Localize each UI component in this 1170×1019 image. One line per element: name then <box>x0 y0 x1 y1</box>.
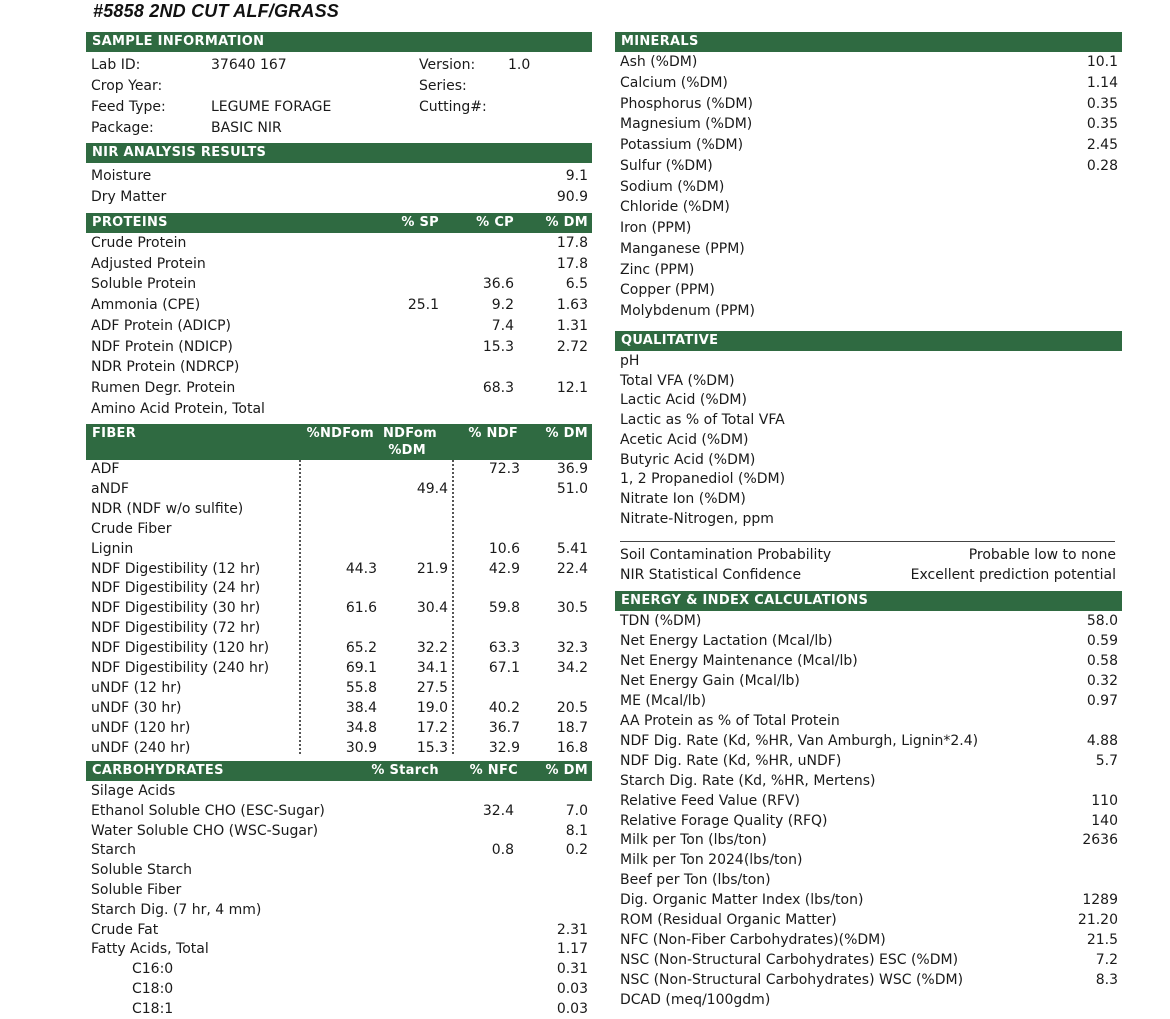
carbohydrate-label: Silage Acids <box>91 783 176 799</box>
protein-row <box>86 254 592 274</box>
assessment-value: Excellent prediction potential <box>910 567 1116 583</box>
fiber-row <box>86 618 592 638</box>
protein-label: NDF Protein (NDICP) <box>91 338 233 355</box>
proteins-header <box>86 213 592 233</box>
qualitative-row <box>615 430 1122 450</box>
energy-value: 110 <box>1091 792 1118 809</box>
energy-index-header <box>615 591 1122 611</box>
fiber-row <box>86 698 592 718</box>
mineral-value: 10.1 <box>1086 54 1118 70</box>
sample-key: Lab ID: <box>91 57 141 73</box>
energy-label: NDF Dig. Rate (Kd, %HR, Van Amburgh, Lignin*2.4) <box>620 732 979 749</box>
mineral-label: Ash (%DM) <box>620 54 698 70</box>
fiber-ndfom-pct: 44.3 <box>345 560 377 577</box>
energy-label: AA Protein as % of Total Protein <box>620 712 840 729</box>
fiber-ndf: 42.9 <box>488 560 520 577</box>
sample-info-row <box>86 55 592 75</box>
carbohydrate-label: Fatty Acids, Total <box>91 941 209 958</box>
qualitative-label: Nitrate Ion (%DM) <box>620 490 746 507</box>
fiber-row <box>86 519 592 539</box>
fiber-label: NDF Digestibility (120 hr) <box>91 640 270 657</box>
sample-key: Package: <box>91 120 154 136</box>
carbs-col-starch: % Starch <box>371 763 439 778</box>
qualitative-row <box>615 371 1122 391</box>
energy-value: 0.97 <box>1086 692 1118 709</box>
energy-value: 7.2 <box>1095 952 1118 969</box>
fiber-ndfom-dm: 15.3 <box>416 739 448 756</box>
protein-label: Amino Acid Protein, Total <box>91 400 265 417</box>
carbohydrate-label: C18:1 <box>132 1000 174 1017</box>
mineral-row <box>615 260 1122 280</box>
energy-row <box>615 811 1122 831</box>
mineral-row <box>615 280 1122 300</box>
carbohydrate-dm: 8.1 <box>565 822 588 839</box>
nir-label: Dry Matter <box>91 189 167 205</box>
nir-analysis-header <box>86 143 592 163</box>
fiber-ndf: 67.1 <box>488 660 520 676</box>
sample-info-row <box>86 76 592 96</box>
protein-row <box>86 233 592 253</box>
fiber-col-dm-sub: %DM <box>388 443 426 458</box>
protein-row <box>86 378 592 398</box>
qualitative-label: Nitrate-Nitrogen, ppm <box>620 510 774 527</box>
report-title: #5858 2ND CUT ALF/GRASS <box>93 1 339 21</box>
mineral-value: 2.45 <box>1086 137 1118 153</box>
fiber-label: uNDF (240 hr) <box>91 739 191 756</box>
energy-row <box>615 791 1122 811</box>
fiber-dm: 22.4 <box>556 560 588 577</box>
protein-dm: 12.1 <box>556 379 588 396</box>
mineral-row <box>615 135 1122 155</box>
protein-sp: 25.1 <box>407 297 439 314</box>
energy-label: Relative Feed Value (RFV) <box>620 792 800 809</box>
carbohydrate-dm: 0.03 <box>556 1000 588 1017</box>
energy-label: Net Energy Lactation (Mcal/lb) <box>620 632 833 649</box>
protein-row <box>86 337 592 357</box>
protein-row <box>86 295 592 315</box>
fiber-dm: 5.41 <box>556 540 588 557</box>
energy-label: NDF Dig. Rate (Kd, %HR, uNDF) <box>620 752 842 769</box>
minerals-header <box>615 32 1122 52</box>
energy-label: NSC (Non-Structural Carbohydrates) WSC (%DM) <box>620 972 964 989</box>
carbohydrate-nfc: 32.4 <box>482 802 514 819</box>
fiber-label: aNDF <box>91 480 129 497</box>
mineral-label: Sodium (%DM) <box>620 178 725 195</box>
energy-value: 140 <box>1091 812 1118 829</box>
fiber-label: NDR (NDF w/o sulfite) <box>91 500 244 517</box>
protein-cp: 9.2 <box>491 297 514 314</box>
fiber-header <box>86 424 592 460</box>
protein-dm: 1.63 <box>556 297 588 314</box>
fiber-row <box>86 658 592 678</box>
fiber-col-ndfom-pct: %NDFom <box>306 426 374 441</box>
assessment-row <box>615 545 1122 565</box>
sample-value: LEGUME FORAGE <box>211 99 332 115</box>
energy-row <box>615 970 1122 990</box>
sample-value: 37640 167 <box>211 57 287 73</box>
energy-value: 1289 <box>1082 892 1118 909</box>
qualitative-header <box>615 331 1122 351</box>
sample-info-row <box>86 97 592 117</box>
fiber-row <box>86 738 592 758</box>
fiber-ndfom-dm: 19.0 <box>416 699 448 716</box>
fiber-row <box>86 578 592 598</box>
sample-value-2: 1.0 <box>508 57 531 73</box>
qualitative-row <box>615 351 1122 371</box>
mineral-row <box>615 114 1122 134</box>
qualitative-label: 1, 2 Propanediol (%DM) <box>620 471 786 488</box>
assessment-label: Soil Contamination Probability <box>620 547 832 563</box>
fiber-dm: 32.3 <box>556 640 588 657</box>
protein-cp: 15.3 <box>482 338 514 355</box>
fiber-dm: 51.0 <box>556 480 588 497</box>
fiber-row <box>86 559 592 579</box>
mineral-label: Zinc (PPM) <box>620 261 695 278</box>
mineral-label: Chloride (%DM) <box>620 199 730 216</box>
energy-row <box>615 671 1122 691</box>
qualitative-label: Lactic Acid (%DM) <box>620 392 747 409</box>
fiber-ndfom-pct: 34.8 <box>345 719 377 736</box>
energy-index-header-label: ENERGY & INDEX CALCULATIONS <box>621 593 869 608</box>
qualitative-row <box>615 509 1122 529</box>
energy-value: 5.7 <box>1095 752 1118 769</box>
carbohydrate-label: Ethanol Soluble CHO (ESC-Sugar) <box>91 802 325 819</box>
mineral-row <box>615 197 1122 217</box>
assessment-value: Probable low to none <box>968 547 1116 563</box>
carbohydrate-label: Crude Fat <box>91 921 159 938</box>
fiber-ndf: 63.3 <box>488 640 520 657</box>
fiber-ndfom-dm: 17.2 <box>416 719 448 736</box>
fiber-ndfom-dm: 32.2 <box>416 640 448 657</box>
energy-row <box>615 910 1122 930</box>
sample-key: Feed Type: <box>91 99 166 115</box>
mineral-row <box>615 218 1122 238</box>
fiber-ndf: 36.7 <box>488 719 520 736</box>
fiber-label: NDF Digestibility (30 hr) <box>91 600 261 617</box>
nir-label: Moisture <box>91 168 152 184</box>
energy-value: 0.32 <box>1086 672 1118 689</box>
fiber-ndf: 72.3 <box>488 461 520 477</box>
energy-value: 2636 <box>1082 832 1118 849</box>
qualitative-row <box>615 450 1122 470</box>
mineral-label: Sulfur (%DM) <box>620 157 713 174</box>
energy-value: 21.5 <box>1086 932 1118 949</box>
fiber-dm: 34.2 <box>556 660 588 676</box>
energy-value: 0.58 <box>1086 652 1118 669</box>
energy-value: 0.59 <box>1086 632 1118 649</box>
carbohydrate-row <box>86 880 592 900</box>
fiber-label: NDF Digestibility (12 hr) <box>91 560 261 577</box>
energy-row <box>615 850 1122 870</box>
carbohydrate-row <box>86 959 592 979</box>
carbohydrate-dm: 0.03 <box>556 981 588 997</box>
energy-label: Starch Dig. Rate (Kd, %HR, Mertens) <box>620 772 876 789</box>
mineral-value: 0.28 <box>1086 157 1118 174</box>
fiber-row <box>86 459 592 479</box>
carbohydrates-header <box>86 761 592 781</box>
fiber-ndfom-pct: 65.2 <box>345 640 377 657</box>
energy-value: 8.3 <box>1095 972 1118 989</box>
fiber-ndfom-pct: 38.4 <box>345 699 377 716</box>
energy-row <box>615 950 1122 970</box>
fiber-ndfom-pct: 55.8 <box>345 679 377 696</box>
energy-row <box>615 631 1122 651</box>
fiber-ndfom-dm: 27.5 <box>416 679 448 696</box>
energy-value: 21.20 <box>1077 912 1118 929</box>
fiber-row <box>86 499 592 519</box>
energy-row <box>615 930 1122 950</box>
carbohydrate-label: Soluble Fiber <box>91 882 182 898</box>
mineral-value: 1.14 <box>1086 74 1118 91</box>
qualitative-label: Butyric Acid (%DM) <box>620 451 756 468</box>
fiber-ndfom-pct: 61.6 <box>345 600 377 617</box>
energy-label: DCAD (meq/100gdm) <box>620 992 771 1009</box>
fiber-ndf: 40.2 <box>488 699 520 716</box>
energy-label: TDN (%DM) <box>620 613 702 629</box>
proteins-col-cp: % CP <box>476 215 514 230</box>
fiber-row <box>86 479 592 499</box>
fiber-row <box>86 638 592 658</box>
carbohydrate-row <box>86 999 592 1019</box>
energy-row <box>615 691 1122 711</box>
fiber-label: ADF <box>91 461 120 477</box>
mineral-label: Iron (PPM) <box>620 220 692 236</box>
mineral-row <box>615 73 1122 93</box>
energy-row <box>615 711 1122 731</box>
protein-row <box>86 274 592 294</box>
protein-dm: 17.8 <box>556 235 588 251</box>
qualitative-label: Acetic Acid (%DM) <box>620 431 749 448</box>
energy-row <box>615 611 1122 631</box>
protein-label: Ammonia (CPE) <box>91 297 201 314</box>
qualitative-label: Total VFA (%DM) <box>620 372 735 389</box>
carbohydrate-row <box>86 860 592 880</box>
protein-cp: 68.3 <box>482 379 514 396</box>
carbohydrate-label: Starch Dig. (7 hr, 4 mm) <box>91 901 262 918</box>
energy-label: ME (Mcal/lb) <box>620 692 707 709</box>
sample-info-header-label: SAMPLE INFORMATION <box>92 34 265 49</box>
carbohydrate-label: Water Soluble CHO (WSC-Sugar) <box>91 822 319 839</box>
fiber-label: NDF Digestibility (24 hr) <box>91 580 261 597</box>
mineral-label: Potassium (%DM) <box>620 137 744 153</box>
energy-label: Relative Forage Quality (RFQ) <box>620 812 828 829</box>
energy-label: NSC (Non-Structural Carbohydrates) ESC (%DM) <box>620 952 959 969</box>
fiber-label: Crude Fiber <box>91 520 172 537</box>
qualitative-row <box>615 410 1122 430</box>
fiber-label: uNDF (120 hr) <box>91 719 191 736</box>
mineral-label: Copper (PPM) <box>620 282 715 299</box>
energy-row <box>615 731 1122 751</box>
nir-row <box>86 166 592 186</box>
carbohydrate-dm: 0.2 <box>565 842 588 859</box>
protein-label: Crude Protein <box>91 235 187 251</box>
qualitative-header-label: QUALITATIVE <box>621 333 719 348</box>
protein-label: Adjusted Protein <box>91 255 206 272</box>
fiber-header-label: FIBER <box>92 426 137 441</box>
nir-value: 9.1 <box>565 168 588 184</box>
protein-row <box>86 357 592 377</box>
protein-cp: 36.6 <box>482 276 514 293</box>
carbs-col-nfc: % NFC <box>469 763 518 778</box>
nir-analysis-header-label: NIR ANALYSIS RESULTS <box>92 145 267 160</box>
protein-label: NDR Protein (NDRCP) <box>91 359 240 376</box>
energy-label: ROM (Residual Organic Matter) <box>620 912 837 929</box>
energy-row <box>615 890 1122 910</box>
carbohydrate-dm: 0.31 <box>556 961 588 978</box>
carbohydrate-label: Starch <box>91 842 136 859</box>
carbohydrate-row <box>86 900 592 920</box>
protein-row <box>86 316 592 336</box>
fiber-dm: 20.5 <box>556 699 588 716</box>
energy-label: Net Energy Maintenance (Mcal/lb) <box>620 652 858 669</box>
fiber-ndf: 10.6 <box>488 540 520 557</box>
mineral-value: 0.35 <box>1086 116 1118 133</box>
fiber-row <box>86 678 592 698</box>
nir-value: 90.9 <box>556 189 588 205</box>
mineral-label: Calcium (%DM) <box>620 74 728 91</box>
protein-label: Soluble Protein <box>91 276 197 293</box>
fiber-label: Lignin <box>91 540 134 557</box>
mineral-row <box>615 156 1122 176</box>
mineral-row <box>615 301 1122 321</box>
energy-value: 58.0 <box>1086 613 1118 629</box>
qualitative-row <box>615 489 1122 509</box>
fiber-col-dm: % DM <box>545 426 588 441</box>
protein-dm: 2.72 <box>556 338 588 355</box>
carbs-col-dm: % DM <box>545 763 588 778</box>
qualitative-label: pH <box>620 353 640 369</box>
fiber-ndfom-dm: 21.9 <box>416 560 448 577</box>
proteins-col-dm: % DM <box>545 215 588 230</box>
fiber-label: NDF Digestibility (72 hr) <box>91 620 261 637</box>
energy-row <box>615 751 1122 771</box>
fiber-label: uNDF (12 hr) <box>91 679 182 696</box>
assessment-label: NIR Statistical Confidence <box>620 567 802 583</box>
protein-cp: 7.4 <box>491 317 514 334</box>
proteins-header-label: PROTEINS <box>92 215 168 230</box>
fiber-dm: 16.8 <box>556 739 588 756</box>
protein-label: ADF Protein (ADICP) <box>91 317 232 334</box>
carbohydrate-row <box>86 920 592 940</box>
sample-key-2: Version: <box>419 57 476 73</box>
protein-label: Rumen Degr. Protein <box>91 379 236 396</box>
carbohydrates-header-label: CARBOHYDRATES <box>92 763 224 778</box>
proteins-col-sp: % SP <box>401 215 439 230</box>
energy-label: Dig. Organic Matter Index (lbs/ton) <box>620 892 864 909</box>
minerals-header-label: MINERALS <box>621 34 699 49</box>
carbohydrate-nfc: 0.8 <box>491 842 514 859</box>
fiber-ndfom-pct: 69.1 <box>345 660 377 676</box>
sample-key-2: Series: <box>419 78 467 94</box>
mineral-row <box>615 239 1122 259</box>
sample-info-row <box>86 118 592 138</box>
carbohydrate-dm: 7.0 <box>565 802 588 819</box>
fiber-row <box>86 718 592 738</box>
sample-key-2: Cutting#: <box>419 99 487 115</box>
mineral-label: Molybdenum (PPM) <box>620 303 755 319</box>
carbohydrate-row <box>86 781 592 801</box>
section-divider <box>620 541 1115 542</box>
carbohydrate-row <box>86 801 592 821</box>
fiber-ndf: 59.8 <box>488 600 520 617</box>
carbohydrate-row <box>86 821 592 841</box>
mineral-row <box>615 52 1122 72</box>
fiber-row <box>86 539 592 559</box>
mineral-row <box>615 94 1122 114</box>
energy-row <box>615 830 1122 850</box>
fiber-dm: 18.7 <box>556 719 588 736</box>
fiber-label: NDF Digestibility (240 hr) <box>91 660 270 676</box>
fiber-ndfom-pct: 30.9 <box>345 739 377 756</box>
energy-row <box>615 870 1122 890</box>
protein-dm: 1.31 <box>556 317 588 334</box>
energy-row <box>615 651 1122 671</box>
carbohydrate-dm: 2.31 <box>556 921 588 938</box>
mineral-label: Magnesium (%DM) <box>620 116 753 133</box>
fiber-col-ndfom: NDFom <box>382 426 437 441</box>
sample-info-header <box>86 32 592 52</box>
carbohydrate-label: C16:0 <box>132 961 174 978</box>
assessment-row <box>615 565 1122 585</box>
fiber-ndfom-dm: 30.4 <box>416 600 448 617</box>
fiber-ndfom-dm: 34.1 <box>416 660 448 676</box>
mineral-label: Phosphorus (%DM) <box>620 95 753 112</box>
carbohydrate-label: C18:0 <box>132 981 174 997</box>
protein-dm: 6.5 <box>565 276 588 293</box>
mineral-label: Manganese (PPM) <box>620 240 745 257</box>
carbohydrate-row <box>86 979 592 999</box>
sample-key: Crop Year: <box>91 78 163 94</box>
energy-label: Beef per Ton (lbs/ton) <box>620 872 771 889</box>
fiber-col-ndf: % NDF <box>468 426 518 441</box>
mineral-value: 0.35 <box>1086 95 1118 112</box>
energy-label: NFC (Non-Fiber Carbohydrates)(%DM) <box>620 932 886 949</box>
protein-dm: 17.8 <box>556 255 588 272</box>
qualitative-label: Lactic as % of Total VFA <box>620 412 785 429</box>
energy-row <box>615 990 1122 1010</box>
energy-label: Net Energy Gain (Mcal/lb) <box>620 672 800 689</box>
energy-value: 4.88 <box>1086 732 1118 749</box>
protein-row <box>86 399 592 419</box>
fiber-ndfom-dm: 49.4 <box>416 480 448 497</box>
carbohydrate-label: Soluble Starch <box>91 862 193 879</box>
energy-row <box>615 771 1122 791</box>
carbohydrate-row <box>86 840 592 860</box>
nir-row <box>86 187 592 207</box>
qualitative-row <box>615 469 1122 489</box>
energy-label: Milk per Ton 2024(lbs/ton) <box>620 852 803 869</box>
qualitative-row <box>615 390 1122 410</box>
fiber-row <box>86 598 592 618</box>
sample-value: BASIC NIR <box>211 120 282 136</box>
energy-label: Milk per Ton (lbs/ton) <box>620 832 767 849</box>
carbohydrate-row <box>86 939 592 959</box>
fiber-label: uNDF (30 hr) <box>91 699 182 716</box>
fiber-dm: 30.5 <box>556 600 588 617</box>
fiber-dm: 36.9 <box>556 461 588 477</box>
carbohydrate-dm: 1.17 <box>556 941 588 958</box>
fiber-ndf: 32.9 <box>488 739 520 756</box>
mineral-row <box>615 177 1122 197</box>
